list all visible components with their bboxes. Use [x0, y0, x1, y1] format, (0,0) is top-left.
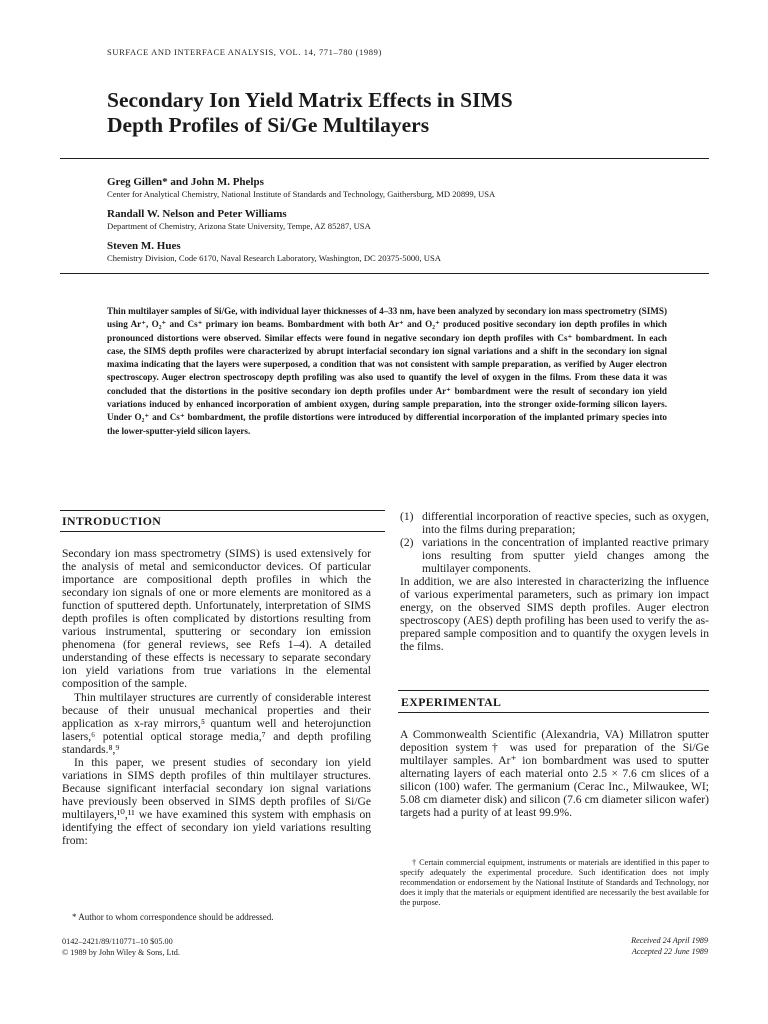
section-heading-introduction: INTRODUCTION	[62, 514, 162, 528]
author-names: Greg Gillen* and John M. Phelps	[107, 176, 264, 188]
experimental-text	[400, 729, 709, 820]
article-title	[107, 88, 667, 138]
list-text: differential incorporation of reactive species, such as oxygen, into the films during preparation;	[422, 511, 709, 537]
author-block	[107, 176, 707, 272]
left-column	[62, 548, 371, 848]
author-affiliation: Center for Analytical Chemistry, National Institute of Standards and Technology, Gaithersburg, MD 20899, USA	[107, 189, 496, 199]
intro-paragraph-4: In addition, we are also interested in characterizing the influence of various experimental parameters, such as primary ion impact energy, on the observed SIMS depth profiles. Auger electron spectroscopy (AES) depth profiling has been used to verify the as-prepared sample composition and to quantify the oxygen levels in the films.	[400, 576, 709, 654]
list-item	[400, 511, 709, 537]
author-group	[107, 240, 707, 264]
section-rule-bottom	[60, 531, 385, 532]
experimental-paragraph-1: A Commonwealth Scientific (Alexandria, VA) Millatron sputter deposition system† was used for preparation of the Si/Ge multilayer samples. Ar⁺ ion bombardment was used to sputter alternating layers of each material onto 2.5 × 7.6 cm slices of a silicon (100) wafer. The germanium (Cerac Inc., Milwaukee, WI; 5.08 cm diameter disk) and silicon (7.6 cm diameter silicon wafer) targets had a purity of at least 99.9%.	[400, 729, 709, 820]
author-group	[107, 208, 707, 232]
list-item	[400, 537, 709, 576]
intro-paragraph-1: Secondary ion mass spectrometry (SIMS) is used extensively for the analysis of metal and semiconductor devices. Of particular importance are compositional depth profiles in which the secondary ion signals of one or more elements are monitored as a function of sputtered depth. Unfortunately, interpretation of SIMS depth profiles is often complicated by distortions resulting from various instrumental, sputtering or secondary ion emission phenomena (for general reviews, see Refs 1–4). A detailed understanding of these effects is necessary to separate secondary ion yield variations from true variations in the elemental composition of the sample.	[62, 548, 371, 691]
correspondence-footnote: * Author to whom correspondence should be addressed.	[72, 912, 274, 922]
copyright-line: © 1989 by John Wiley & Sons, Ltd.	[62, 947, 180, 957]
list-number: (2)	[400, 537, 414, 550]
list-number: (1)	[400, 511, 414, 523]
section-heading-experimental: EXPERIMENTAL	[401, 695, 502, 709]
author-affiliation: Department of Chemistry, Arizona State University, Tempe, AZ 85287, USA	[107, 221, 371, 231]
publisher-code: 0142–2421/89/110771–10 $05.00	[62, 937, 173, 946]
intro-paragraph-3: In this paper, we present studies of secondary ion yield variations in SIMS depth profiles of thin multilayer structures. Because significant interfacial secondary ion signal variations have previously been observed in SIMS depth profiles of Si/Ge multilayers,¹⁰,¹¹ we have examined this system with emphasis on identifying the effect of secondary ion yield variations resulting from:	[62, 756, 371, 848]
author-affiliation: Chemistry Division, Code 6170, Naval Research Laboratory, Washington, DC 20375-5000, USA	[107, 253, 441, 263]
author-names: Steven M. Hues	[107, 240, 181, 252]
received-date: Received 24 April 1989	[631, 936, 708, 945]
intro-paragraph-2: Thin multilayer structures are currently of considerable interest because of their unusual mechanical properties and their application as x-ray mirrors,⁵ quantum well and heterojunction lasers,⁶ potential optical storage media,⁷ and depth profiling standards.⁸,⁹	[62, 691, 371, 756]
running-head: SURFACE AND INTERFACE ANALYSIS, VOL. 14, 771–780 (1989)	[107, 47, 382, 57]
section-rule-bottom	[398, 712, 709, 713]
list-text: variations in the concentration of implanted reactive primary ions resulting from sputter yield changes among the multilayer components.	[422, 537, 709, 576]
received-dates	[631, 936, 708, 957]
dagger-footnote: † Certain commercial equipment, instruments or materials are identified in this paper to specify adequately the experimental procedure. Such identification does not imply recommendation or endorsement by the National Institute of Standards and Technology, nor does it imply that the materials or equipment identified are necessarily the best available for the purpose.	[400, 858, 709, 907]
title-rule	[60, 158, 709, 159]
title-line-1: Secondary Ion Yield Matrix Effects in SIMS	[107, 88, 513, 112]
title-line-2: Depth Profiles of Si/Ge Multilayers	[107, 113, 430, 137]
section-rule-top	[60, 510, 385, 511]
intro-list	[400, 511, 709, 576]
author-names: Randall W. Nelson and Peter Williams	[107, 208, 287, 220]
publisher-info	[62, 937, 382, 958]
authors-rule	[60, 273, 709, 274]
abstract: Thin multilayer samples of Si/Ge, with individual layer thicknesses of 4–33 nm, have been analyzed by secondary ion mass spectrometry (SIMS) using Ar⁺, O₂⁺ and Cs⁺ primary ion beams. Bombardment with both Ar⁺ and O₂⁺ produced positive secondary ion depth profiles in which pronounced distortions were observed. Similar effects were found in negative secondary ion depth profiles with Cs⁺ bombardment. In each case, the SIMS depth profiles were characterized by abrupt interfacial secondary ion signal variations and a shift in the secondary ion signal maxima indicating that the layers were superposed, a condition that was not consistent with sample preparation, as verified by Auger electron spectroscopy. Auger electron spectroscopy depth profiling was also used to quantify the level of oxygen in the films. From these data it was concluded that the distortions in the positive secondary ion depth profiles under Ar⁺ bombardment were the result of secondary ion yield variations induced by enhanced incorporation of ambient oxygen, during sample preparation, into the stronger oxide-forming silicon layers. Under O₂⁺ and Cs⁺ bombardment, the profile distortions were introduced by differential incorporation of the implanted primary species into the lower-sputter-yield silicon layers.	[107, 306, 667, 436]
author-group	[107, 176, 707, 200]
section-rule-top	[398, 690, 709, 691]
accepted-date: Accepted 22 June 1989	[631, 946, 708, 956]
right-column	[400, 511, 709, 655]
